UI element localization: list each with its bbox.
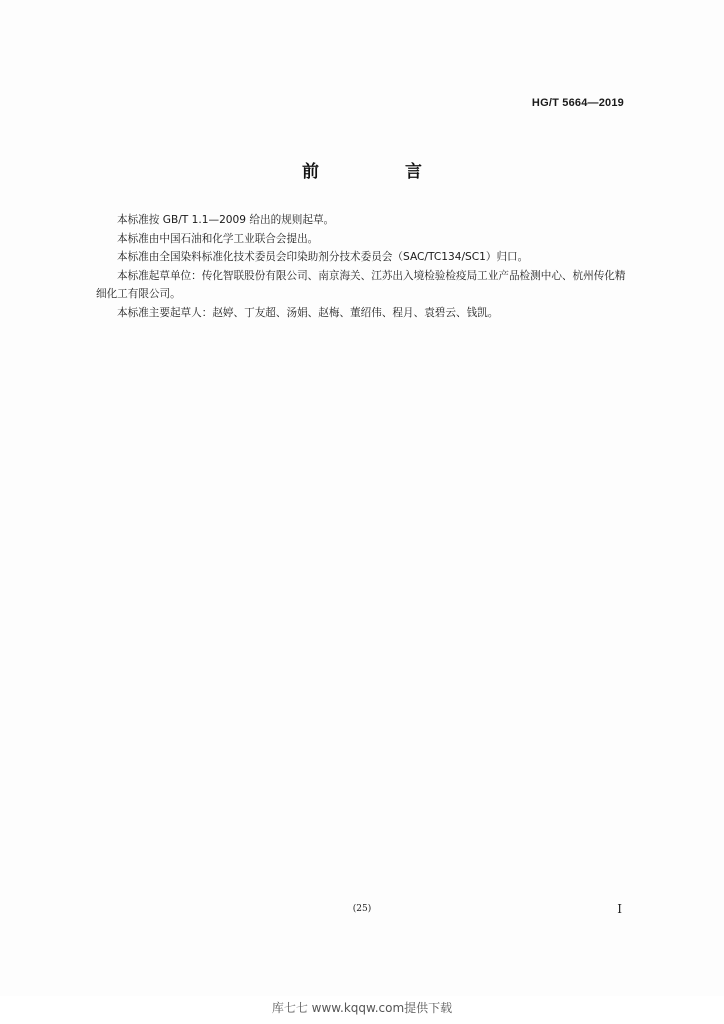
- standard-code: HG/T 5664—2019: [531, 97, 624, 109]
- paragraph-drafting-units: 本标准起草单位：传化智联股份有限公司、南京海关、江苏出入境检验检疫局工业产品检测中心、杭州传化精细化工有限公司。: [96, 269, 626, 301]
- page-number: (25): [352, 904, 372, 914]
- paragraph-drafters: 本标准主要起草人：赵婷、丁友超、汤娟、赵梅、董绍伟、程月、袁碧云、钱凯。: [117, 306, 499, 319]
- foreword-body: [96, 211, 628, 323]
- roman-page-number: I: [617, 902, 622, 916]
- paragraph-centralized: 本标准由全国染料标准化技术委员会印染助剂分技术委员会（SAC/TC134/SC1）归口。: [117, 251, 529, 264]
- paragraph-proposer: 本标准由中国石油和化学工业联合会提出。: [117, 232, 319, 245]
- paragraph-drafting-rules: 本标准按 GB/T 1.1—2009 给出的规则起草。: [117, 214, 335, 226]
- download-watermark-link[interactable]: 库七七 www.kqqw.com提供下载: [271, 1001, 453, 1015]
- page-title: 前 言: [302, 162, 462, 182]
